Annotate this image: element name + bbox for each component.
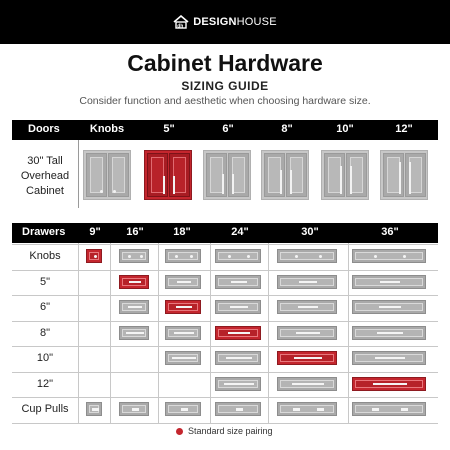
- cabinet-door: [346, 153, 367, 197]
- legend: [176, 426, 273, 436]
- drawer-option: [277, 377, 337, 391]
- row-separator: [12, 397, 438, 398]
- cabinet-label-line-1: 30" Tall: [27, 155, 63, 167]
- knob-icon: [100, 190, 103, 193]
- column-separator: [110, 243, 111, 424]
- cup-pull-icon: [92, 408, 99, 411]
- drawer-option: [86, 402, 102, 416]
- drawer-option: [215, 300, 261, 314]
- row-separator: [12, 244, 438, 245]
- column-separator: [210, 243, 211, 424]
- cabinet-door: [169, 153, 190, 197]
- cup-pull-icon: [401, 408, 408, 411]
- drawer-option: [165, 402, 201, 416]
- pull-handle-icon: [172, 357, 196, 359]
- drawers-col-24: 24": [231, 226, 249, 238]
- row-separator: [12, 295, 438, 296]
- cabinet-door: [108, 153, 129, 197]
- drawers-col-36: 36": [381, 226, 399, 238]
- drawer-face: [355, 405, 423, 413]
- drawer-option: [165, 249, 201, 263]
- knob-icon: [403, 255, 406, 258]
- pull-handle-icon: [373, 383, 407, 385]
- door-panel: [112, 157, 125, 193]
- pull-handle-icon: [280, 170, 282, 194]
- drawer-option: [277, 300, 337, 314]
- column-separator: [158, 243, 159, 424]
- pull-handle-icon: [292, 383, 324, 385]
- cabinet-door: [147, 153, 168, 197]
- drawers-col-9: 9": [89, 226, 101, 238]
- doors-col-5: 5": [163, 123, 175, 135]
- drawer-option: [277, 275, 337, 289]
- drawer-option: [215, 377, 261, 391]
- cabinet-option-1: [83, 150, 131, 200]
- cabinet-row-label: [12, 154, 78, 199]
- doors-header-bar: [12, 120, 438, 140]
- cup-pull-icon: [236, 408, 243, 411]
- knob-icon: [190, 255, 193, 258]
- cup-pull-icon: [293, 408, 300, 411]
- cabinet-door: [383, 153, 404, 197]
- drawer-option: [86, 249, 102, 263]
- knob-icon: [319, 255, 322, 258]
- page-subtitle: SIZING GUIDE: [181, 79, 269, 93]
- svg-text:dh: dh: [177, 23, 184, 29]
- knob-icon: [140, 255, 143, 258]
- pull-handle-icon: [177, 281, 191, 283]
- column-separator: [78, 243, 79, 424]
- doors-col-10: 10": [336, 123, 354, 135]
- drawer-option: [352, 326, 426, 340]
- pull-handle-icon: [296, 332, 320, 334]
- drawer-row-label: 6": [39, 301, 51, 313]
- drawer-option: [277, 402, 337, 416]
- cabinet-option-4: [261, 150, 309, 200]
- row-separator: [12, 270, 438, 271]
- row-separator: [12, 372, 438, 373]
- drawer-row-label: 5": [39, 275, 51, 288]
- drawer-option: [352, 402, 426, 416]
- drawer-option: [119, 300, 149, 314]
- drawers-col-16: 16": [126, 226, 144, 238]
- pull-handle-icon: [230, 306, 248, 308]
- pull-handle-icon: [399, 162, 401, 194]
- doors-col-knobs: Knobs: [89, 123, 125, 135]
- drawers-header-bar: [12, 223, 438, 243]
- pull-handle-icon: [163, 176, 165, 194]
- cabinet-label-line-3: Cabinet: [26, 185, 64, 197]
- knob-icon: [113, 190, 116, 193]
- pull-handle-icon: [340, 166, 342, 194]
- drawers-col-18: 18": [173, 226, 191, 238]
- brand-name-thin: HOUSE: [236, 16, 277, 28]
- drawer-option: [165, 300, 201, 314]
- row-separator: [12, 321, 438, 322]
- pull-handle-icon: [379, 306, 401, 308]
- pull-handle-icon: [299, 281, 317, 283]
- doors-col-8: 8": [281, 123, 293, 135]
- cabinet-door: [264, 153, 285, 197]
- door-panel: [90, 157, 103, 193]
- pull-handle-icon: [174, 332, 194, 334]
- knob-icon: [295, 255, 298, 258]
- brand-name-bold: DESIGN: [193, 16, 237, 28]
- row-separator: [12, 346, 438, 347]
- drawer-option: [215, 275, 261, 289]
- doors-divider: [78, 140, 79, 208]
- pull-handle-icon: [222, 174, 224, 194]
- pull-handle-icon: [375, 357, 405, 359]
- drawer-row-label: 12": [36, 377, 54, 390]
- brand-header: [0, 0, 450, 44]
- cabinet-label-line-2: Overhead: [20, 170, 70, 182]
- column-separator: [348, 243, 349, 424]
- page-tagline: Consider function and aesthetic when choosing hardware size.: [79, 95, 371, 107]
- pull-handle-icon: [298, 306, 318, 308]
- pull-handle-icon: [232, 174, 234, 194]
- drawer-face: [280, 252, 334, 260]
- drawer-option: [352, 300, 426, 314]
- knob-icon: [175, 255, 178, 258]
- doors-col-6: 6": [222, 123, 234, 135]
- drawer-option: [119, 275, 149, 289]
- pull-handle-icon: [290, 170, 292, 194]
- doors-col-12: 12": [395, 123, 413, 135]
- pull-handle-icon: [377, 332, 403, 334]
- drawer-face: [218, 252, 258, 260]
- drawer-option: [215, 249, 261, 263]
- pull-handle-icon: [129, 281, 141, 283]
- pull-handle-icon: [176, 306, 192, 308]
- cabinet-door: [405, 153, 426, 197]
- pull-handle-icon: [228, 332, 250, 334]
- pull-handle-icon: [173, 176, 175, 194]
- column-separator: [268, 243, 269, 424]
- drawer-option: [277, 351, 337, 365]
- pull-handle-icon: [231, 281, 247, 283]
- drawer-option: [165, 351, 201, 365]
- cabinet-door: [206, 153, 227, 197]
- drawer-option: [119, 326, 149, 340]
- drawer-option: [352, 275, 426, 289]
- cup-pull-icon: [181, 408, 188, 411]
- pull-handle-icon: [224, 383, 254, 385]
- drawer-row-label: Knobs: [29, 250, 61, 262]
- drawer-option: [165, 326, 201, 340]
- cup-pull-icon: [372, 408, 379, 411]
- pull-handle-icon: [294, 357, 322, 359]
- house-dh-logo-icon: [173, 15, 189, 29]
- drawer-face: [355, 252, 423, 260]
- drawer-option: [119, 402, 149, 416]
- cabinet-door: [324, 153, 345, 197]
- drawer-option: [352, 377, 426, 391]
- pull-handle-icon: [128, 306, 142, 308]
- drawer-row-label: 10": [36, 352, 54, 364]
- drawer-option: [352, 249, 426, 263]
- drawers-label: Drawers: [22, 226, 66, 238]
- drawer-row-label: Cup Pulls: [21, 403, 69, 415]
- knob-icon: [247, 255, 250, 258]
- knob-icon: [228, 255, 231, 258]
- pull-handle-icon: [409, 162, 411, 194]
- cabinet-option-2: [144, 150, 192, 200]
- cup-pull-icon: [317, 408, 324, 411]
- cabinet-option-6: [380, 150, 428, 200]
- drawer-option: [165, 275, 201, 289]
- cup-pull-icon: [132, 408, 139, 411]
- pull-handle-icon: [226, 357, 252, 359]
- drawer-option: [215, 326, 261, 340]
- pull-handle-icon: [380, 281, 400, 283]
- drawers-col-30: 30": [301, 226, 319, 238]
- doors-label: Doors: [28, 123, 60, 135]
- drawer-row-label: 8": [39, 326, 51, 339]
- legend-label: Standard size pairing: [188, 426, 273, 436]
- standard-pairing-swatch-icon: [176, 428, 183, 435]
- drawer-option: [277, 249, 337, 263]
- row-separator: [12, 423, 438, 424]
- drawer-option: [352, 351, 426, 365]
- cabinet-door: [286, 153, 307, 197]
- cabinet-door: [86, 153, 107, 197]
- cabinet-option-5: [321, 150, 369, 200]
- brand-name: [193, 16, 277, 28]
- drawer-face: [280, 405, 334, 413]
- drawer-option: [277, 326, 337, 340]
- drawer-option: [119, 249, 149, 263]
- page-title: Cabinet Hardware: [127, 50, 323, 76]
- cabinet-option-3: [203, 150, 251, 200]
- cabinet-door: [228, 153, 249, 197]
- pull-handle-icon: [126, 332, 144, 334]
- drawer-option: [215, 402, 261, 416]
- pull-handle-icon: [350, 166, 352, 194]
- knob-icon: [94, 255, 97, 258]
- drawer-option: [215, 351, 261, 365]
- drawer-face: [168, 252, 198, 260]
- knob-icon: [128, 255, 131, 258]
- knob-icon: [374, 255, 377, 258]
